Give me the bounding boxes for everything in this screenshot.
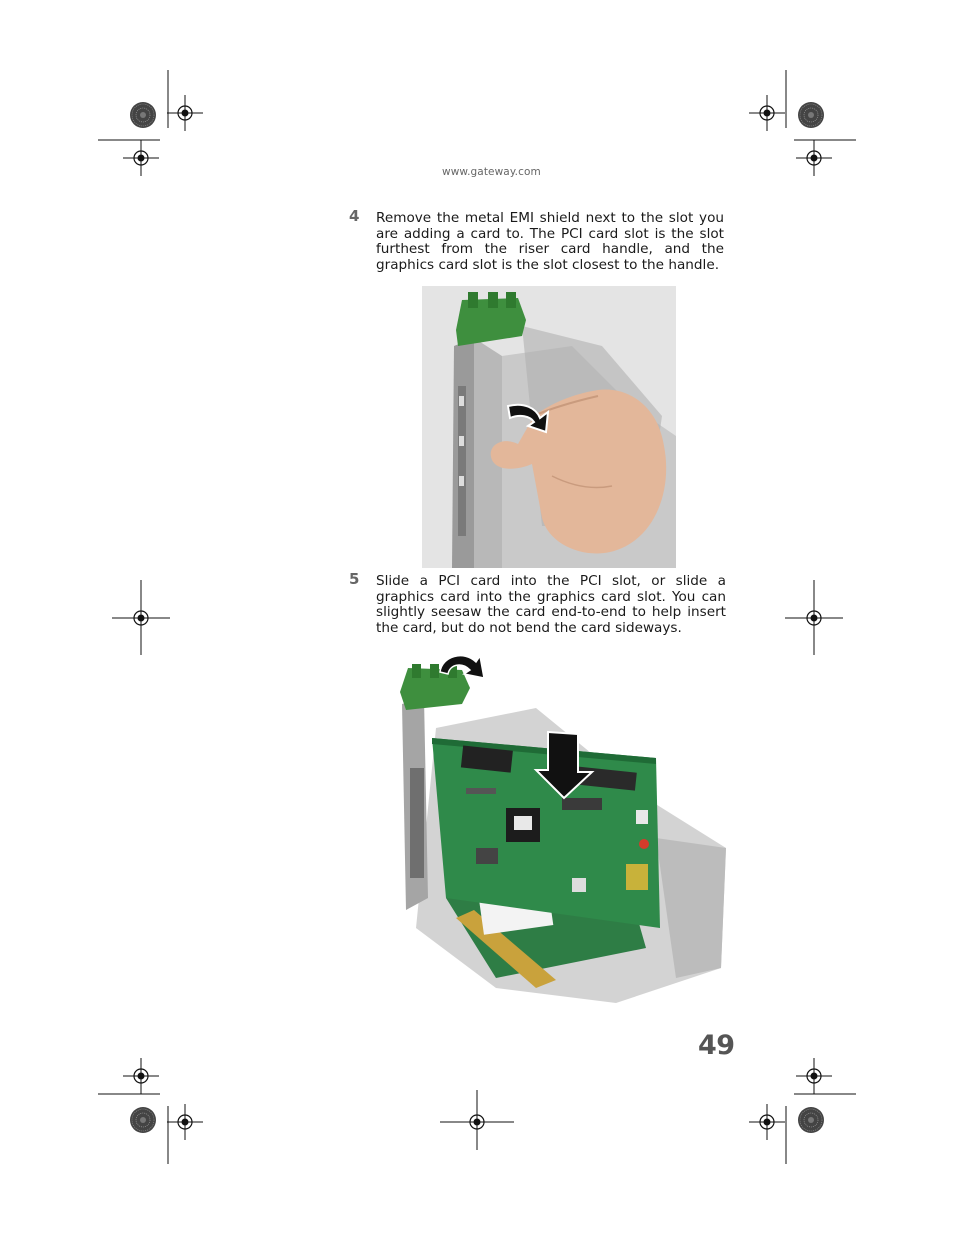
registration-wheel-icon — [798, 102, 824, 128]
step-number: 5 — [349, 570, 360, 588]
registration-mark-icon — [167, 95, 203, 131]
registration-wheel-icon — [130, 102, 156, 128]
registration-mark-icon — [796, 140, 832, 176]
step-text: Slide a PCI card into the PCI slot, or slide a graphics card into the graphics card slot. You can slightly seesaw the card end-to-end to help insert the card, but do not bend the card sideways. — [376, 573, 726, 636]
registration-mark-icon — [749, 95, 785, 131]
registration-mark-icon — [167, 1104, 203, 1140]
emi-shield-removal-photo — [422, 286, 676, 568]
page-number: 49 — [698, 1030, 735, 1061]
header-url: www.gateway.com — [442, 166, 541, 178]
registration-mark-icon — [123, 1058, 159, 1094]
registration-mark-icon — [749, 1104, 785, 1140]
registration-wheel-icon — [798, 1107, 824, 1133]
pci-card-insertion-photo — [376, 648, 736, 1013]
registration-mark-icon — [796, 1058, 832, 1094]
registration-mark-icon — [123, 140, 159, 176]
step-number: 4 — [349, 207, 360, 225]
registration-wheel-icon — [130, 1107, 156, 1133]
step-text: Remove the metal EMI shield next to the slot you are adding a card to. The PCI card slot is the slot furthest from the riser card handle, and the graphics card slot is the slot closest to the handle. — [376, 210, 724, 273]
